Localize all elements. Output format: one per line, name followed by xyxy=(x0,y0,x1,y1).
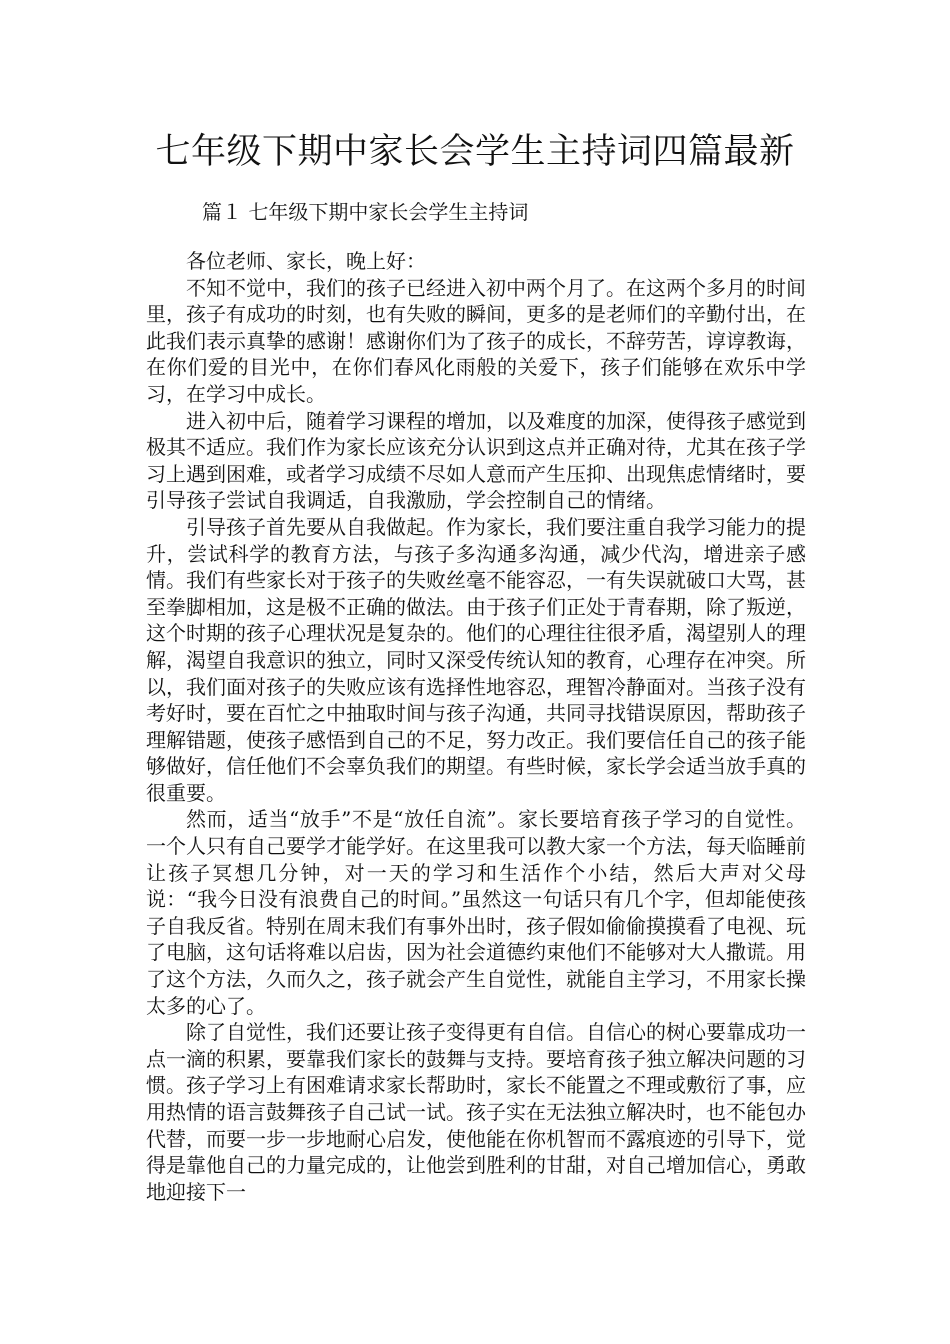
section-heading: 篇１ 七年级下期中家长会学生主持词 xyxy=(202,200,529,224)
document-body xyxy=(146,248,806,1205)
document-title: 七年级下期中家长会学生主持词四篇最新 xyxy=(155,132,795,172)
paragraph: 引导孩子首先要从自我做起。作为家长，我们要注重自我学习能力的提升，尝试科学的教育方法，与孩子多沟通多沟通，减少代沟，增进亲子感情。我们有些家长对于孩子的失败丝毫不能容忍，一有失误就破口大骂，甚至拳脚相加，这是极不正确的做法。由于孩子们正处于青春期，除了叛逆，这个时期的孩子心理状况是复杂的。他们的心理往往很矛盾，渴望别人的理解，渴望自我意识的独立，同时又深受传统认知的教育，心理存在冲突。所以，我们面对孩子的失败应该有选择性地容忍，理智冷静面对。当孩子没有考好时，要在百忙之中抽取时间与孩子沟通，共同寻找错误原因，帮助孩子理解错题，使孩子感悟到自己的不足，努力改正。我们要信任自己的孩子能够做好，信任他们不会辜负我们的期望。有些时候，家长学会适当放手真的很重要。 xyxy=(146,514,806,805)
paragraph: 然而，适当“放手”不是“放任自流”。家长要培育孩子学习的自觉性。一个人只有自己要学才能学好。在这里我可以教大家一个方法，每天临睡前让孩子冥想几分钟，对一天的学习和生活作个小结，然后大声对父母说：“我今日没有浪费自己的时间。”虽然这一句话只有几个字，但却能使孩子自我反省。特别在周末我们有事外出时，孩子假如偷偷摸摸看了电视、玩了电脑，这句话将难以启齿，因为社会道德约束他们不能够对大人撒谎。用了这个方法，久而久之，孩子就会产生自觉性，就能自主学习，不用家长操太多的心了。 xyxy=(146,807,806,1018)
paragraph: 进入初中后，随着学习课程的增加，以及难度的加深，使得孩子感觉到极其不适应。我们作为家长应该充分认识到这点并正确对待，尤其在孩子学习上遇到困难，或者学习成绩不尽如人意而产生压抑、出现焦虑情绪时，要引导孩子尝试自我调适，自我激励，学会控制自己的情绪。 xyxy=(146,408,806,513)
paragraph: 不知不觉中，我们的孩子已经进入初中两个月了。在这两个多月的时间里，孩子有成功的时刻，也有失败的瞬间，更多的是老师们的辛勤付出，在此我们表示真挚的感谢！感谢你们为了孩子的成长，不辞劳苦，谆谆教诲，在你们爱的目光中，在你们春风化雨般的关爱下，孩子们能够在欢乐中学习，在学习中成长。 xyxy=(146,275,806,406)
paragraph: 除了自觉性，我们还要让孩子变得更有自信。自信心的树心要靠成功一点一滴的积累，要靠我们家长的鼓舞与支持。要培育孩子独立解决问题的习惯。孩子学习上有困难请求家长帮助时，家长不能置之不理或敷衍了事，应用热情的语言鼓舞孩子自己试一试。孩子实在无法独立解决时，也不能包办代替，而要一步一步地耐心启发，使他能在你机智而不露痕迹的引导下，觉得是靠他自己的力量完成的，让他尝到胜利的甘甜，对自己增加信心，勇敢地迎接下一 xyxy=(146,1020,806,1204)
paragraph-greeting: 各位老师、家长，晚上好： xyxy=(186,249,426,273)
